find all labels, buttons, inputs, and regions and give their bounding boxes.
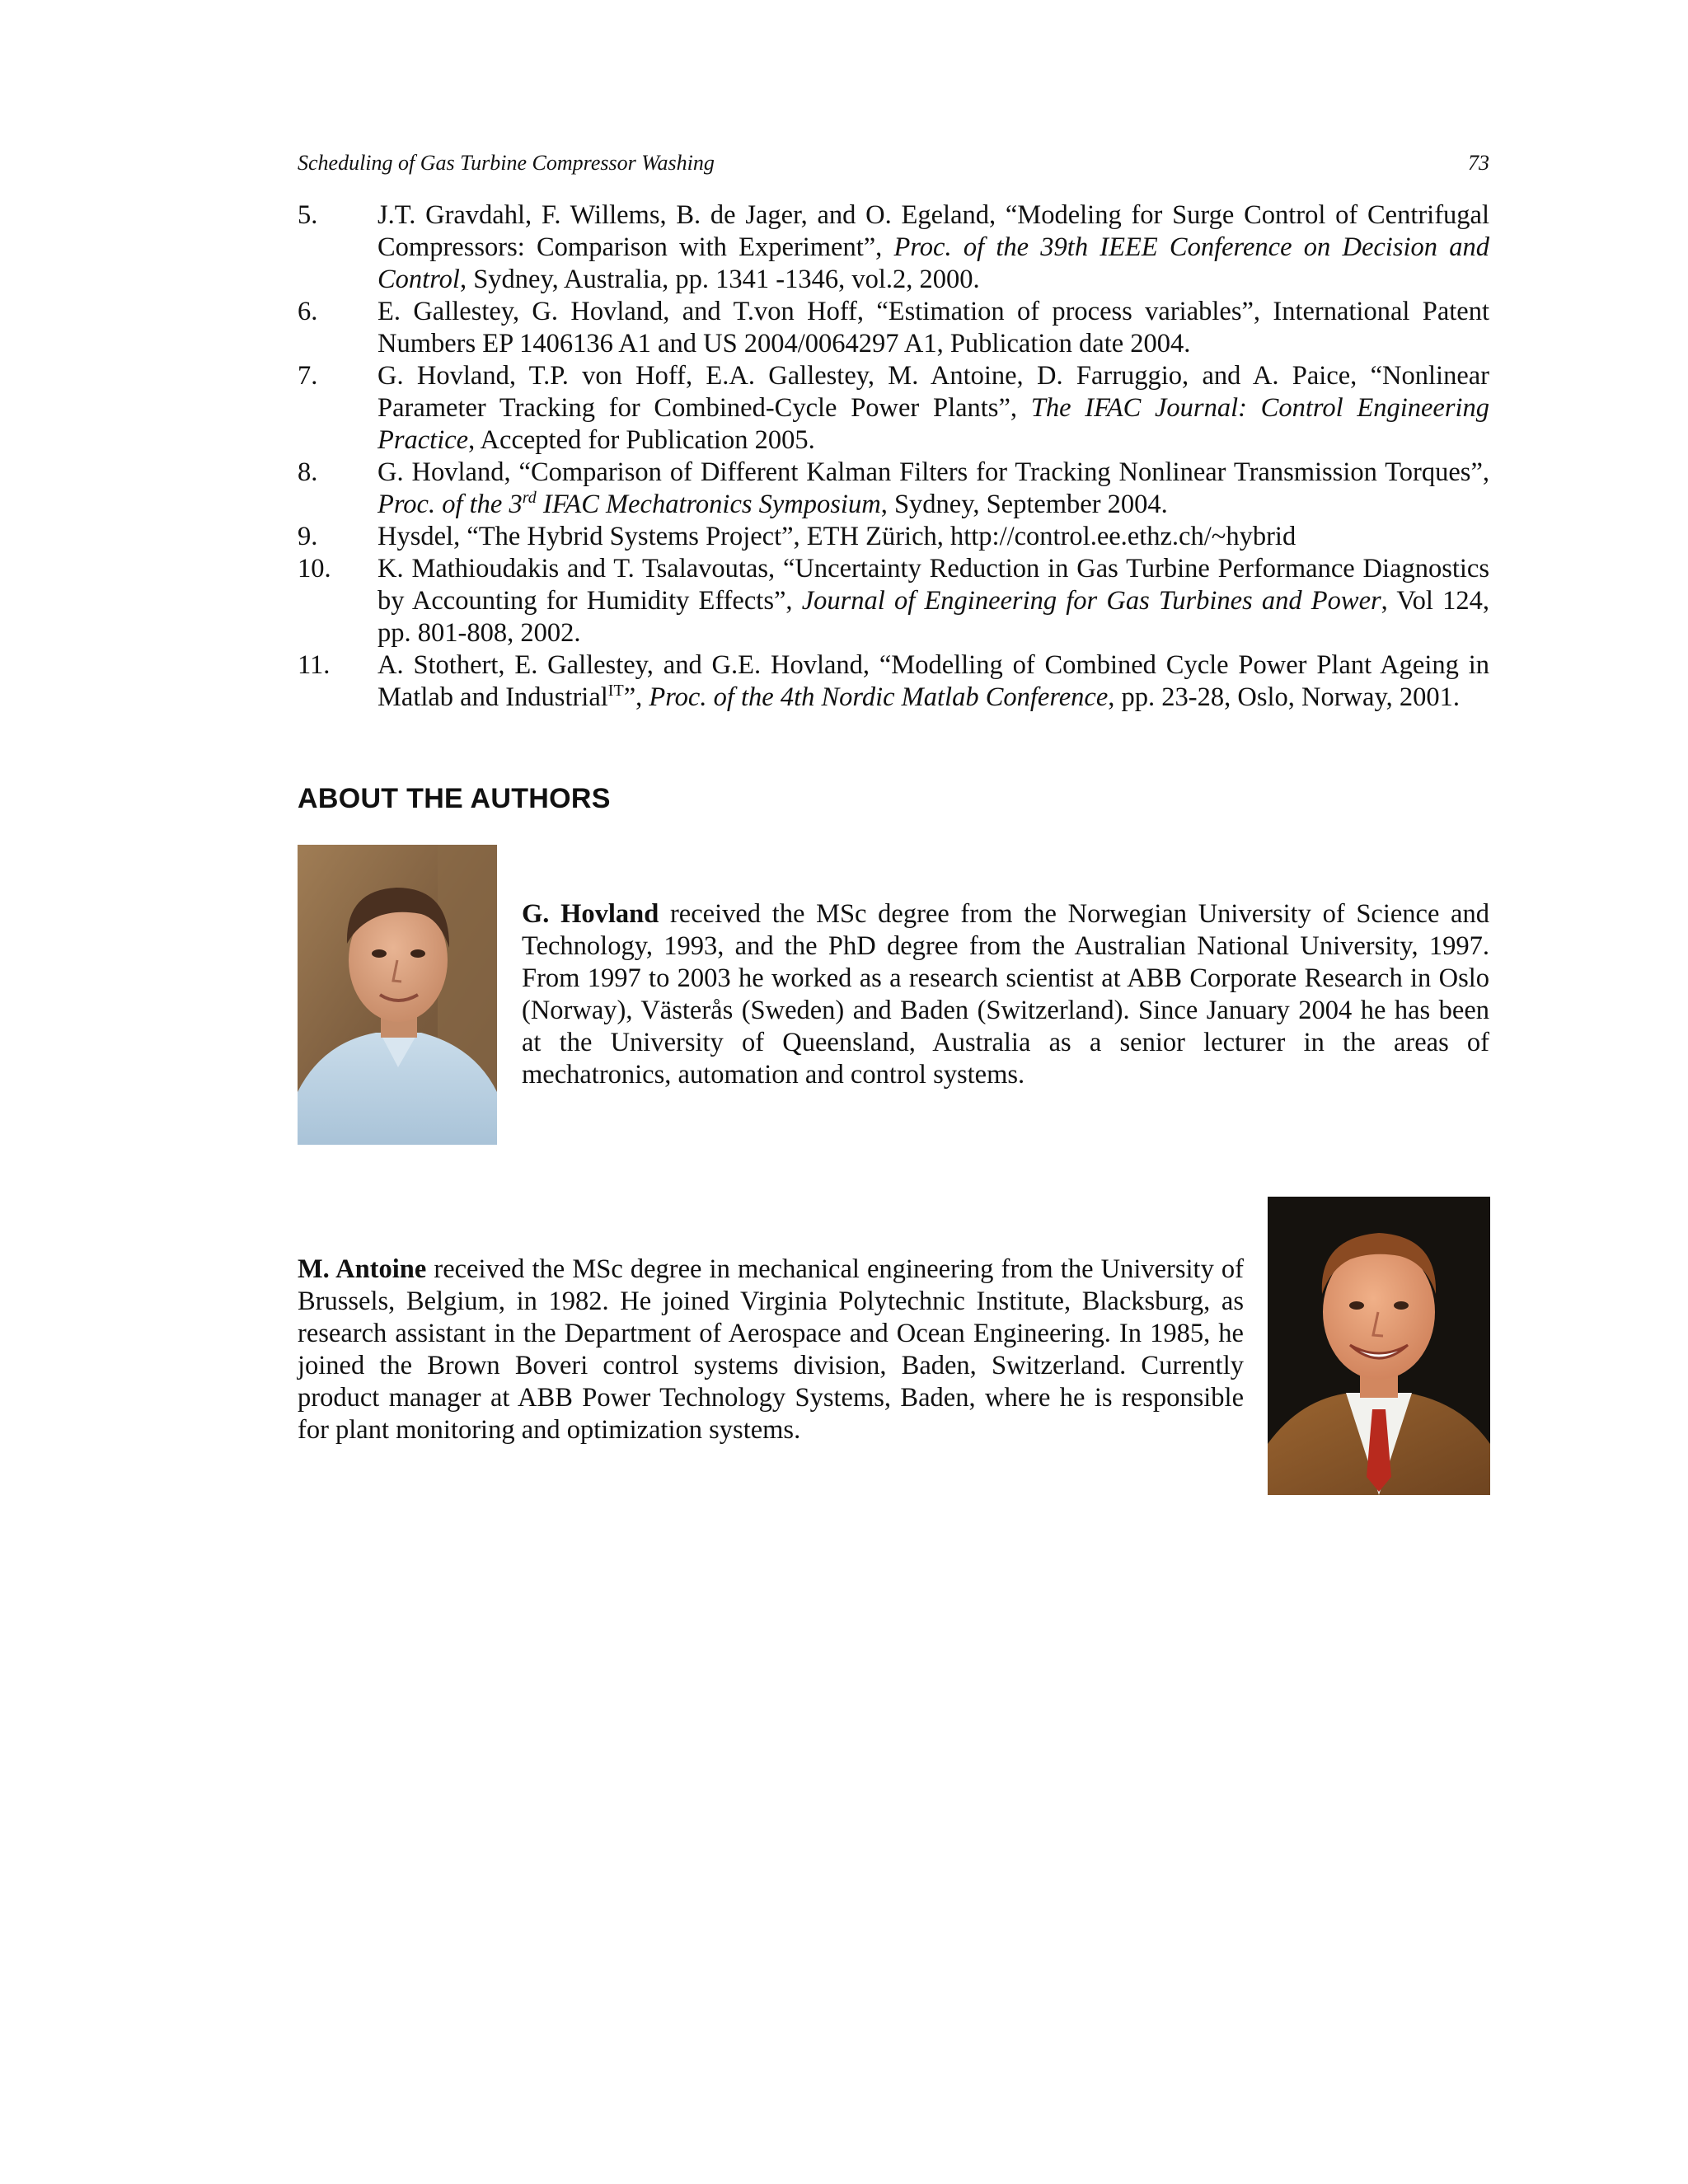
reference-text-part: Proc. of the 39th IEEE Conference on Decision and Control [377,232,1489,294]
reference-number: 7. [298,361,318,391]
reference-number: 9. [298,522,318,551]
reference-text-part: , Sydney, September 2004. [880,490,1168,519]
reference-text [377,650,1489,712]
reference-text-part: , Sydney, Australia, pp. 1341 -1346, vol.2, 2000. [459,265,980,294]
reference-item [298,457,1489,521]
reference-text-part: Proc. of the 3 [377,490,523,519]
reference-text-part: IFAC Mechatronics Symposium [536,490,881,519]
reference-item [298,296,1489,360]
reference-number: 10. [298,554,331,583]
running-header [298,148,1489,178]
running-title: Scheduling of Gas Turbine Compressor Washing [298,151,715,175]
reference-text-part: E. Gallestey, G. Hovland, and T.von Hoff, “Estimation of process variables”, International Patent Numbers EP 1406136 A1 and US 2004/0064297 A1, Publication date 2004. [377,297,1489,359]
reference-text-part: K. Mathioudakis and T. Tsalavoutas, “Uncertainty Reduction in Gas Turbine Performance Diagnostics by Accounting for Humidity Effects”, [377,554,1489,616]
reference-item [298,360,1489,457]
author-photo-antoine [1268,1197,1490,1495]
reference-number: 8. [298,457,318,487]
reference-item [298,649,1489,714]
reference-text-part: G. Hovland, T.P. von Hoff, E.A. Gallestey, M. Antoine, D. Farruggio, and A. Paice, “Nonlinear Parameter Tracking for Combined-Cycle Power Plants”, [377,361,1489,423]
reference-text-part: Journal of Engineering for Gas Turbines and Power [801,586,1381,616]
reference-text-part: , Vol 124, pp. 801-808, 2002. [377,586,1489,648]
reference-text [377,200,1489,294]
reference-text-part: Proc. of the 4th Nordic Matlab Conference [649,682,1109,712]
reference-text-part: A. Stothert, E. Gallestey, and G.E. Hovland, “Modelling of Combined Cycle Power Plant Ageing in Matlab and Industrial [377,650,1489,712]
reference-text-part: , Accepted for Publication 2005. [468,425,815,455]
author-photo-hovland [298,845,497,1145]
reference-text [377,361,1489,455]
reference-item [298,199,1489,296]
reference-text [377,554,1489,648]
author-name: M. Antoine [298,1254,427,1284]
reference-item [298,553,1489,649]
reference-number: 6. [298,297,318,326]
reference-text [377,297,1489,359]
reference-number: 11. [298,650,331,680]
reference-text-part: IT [607,682,624,701]
author-bio-text: received the MSc degree from the Norwegian University of Science and Technology, 1993, and the PhD degree from the Australian National University, 1997. From 1997 to 2003 he worked as a research scientist at ABB Corporate Research in Oslo (Norway), Västerås (Sweden) and Baden (Switzerland). Since January 2004 he has been at the University of Queensland, Australia as a senior lecturer in the areas of mechatronics, automation and control systems. [522,899,1489,1090]
reference-text-part: J.T. Gravdahl, F. Willems, B. de Jager, and O. Egeland, “Modeling for Surge Control of Centrifugal Compressors: Comparison with Experiment”, [377,200,1489,262]
section-heading-about-authors: ABOUT THE AUTHORS [298,783,611,814]
reference-text-part: rd [522,489,537,508]
author-bio-hovland [522,898,1489,1091]
author-bio-text: received the MSc degree in mechanical engineering from the University of Brussels, Belgium, in 1982. He joined Virginia Polytechnic Institute, Blacksburg, as research assistant in the Department of Aerospace and Ocean Engineering. In 1985, he joined the Brown Boveri control systems division, Baden, Switzerland. Currently product manager at ABB Power Technology Systems, Baden, where he is responsible for plant monitoring and optimization systems. [298,1254,1245,1445]
reference-text [377,522,1296,551]
reference-text-part: The IFAC Journal: Control Engineering Practice [377,393,1489,455]
author-name: G. Hovland [522,899,659,929]
reference-text-part: Hysdel, “The Hybrid Systems Project”, ETH Zürich, http://control.ee.ethz.ch/~hybrid [377,522,1296,551]
reference-text [377,457,1489,519]
author-bio-antoine [298,1254,1244,1446]
page-number: 73 [1468,151,1489,175]
reference-text-part: ”, [623,682,649,712]
reference-text-part: G. Hovland, “Comparison of Different Kalman Filters for Tracking Nonlinear Transmission Torques”, [377,457,1489,487]
reference-number: 5. [298,200,318,230]
reference-text-part: , pp. 23-28, Oslo, Norway, 2001. [1108,682,1460,712]
reference-item [298,521,1489,553]
reference-list [298,199,1489,714]
